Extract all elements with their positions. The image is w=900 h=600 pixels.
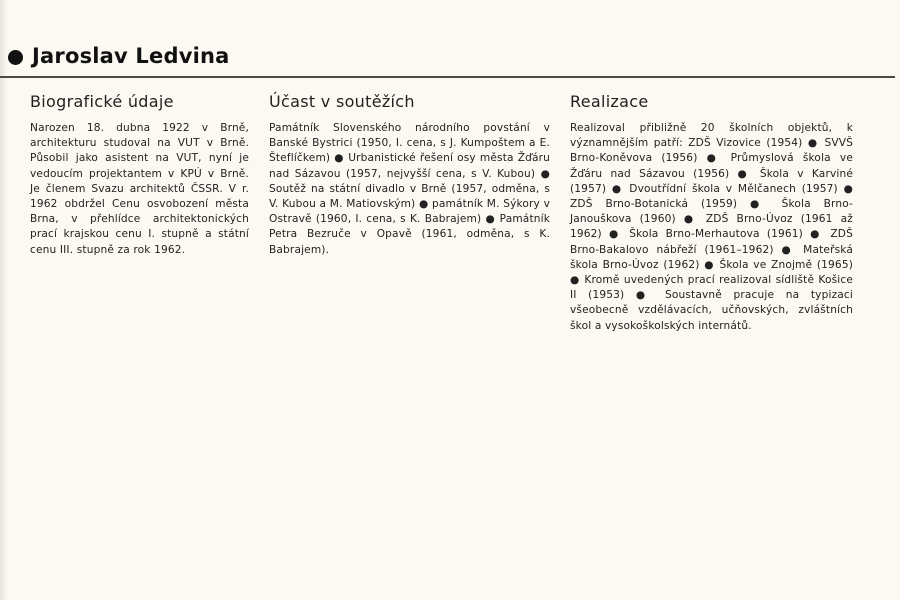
column-competitions <box>269 92 550 258</box>
page-header <box>8 44 230 68</box>
page-title: Jaroslav Ledvina <box>32 44 230 68</box>
section-heading: Biografické údaje <box>30 92 174 111</box>
section-text: Památník Slovenského národního povstání v Banské Bystrici (1950, I. cena, s J. Kumpoštem a E. Šteflíčkem) ● Urbanistické řešení osy města Žďáru nad Sázavou (1957, nejvyšší cena, s V. Kubou) ● Soutěž na státní divadlo v Brně (1957, odměna, s V. Kubou a M. Matiovským) ● památník M. Sýkory v Ostravě (1960, I. cena, s K. Babrajem) ● Památník Petra Bezruče v Opavě (1961, odměna, s K. Babrajem). <box>269 122 550 256</box>
column-biography <box>30 92 249 258</box>
section-text: Realizoval přibližně 20 školních objektů, k významnějším patří: ZDŠ Vizovice (1954) ● SVVŠ Brno-Koněvova (1956) ● Průmyslová škola ve Žďáru nad Sázavou (1956) ● Škola v Karviné (1957) ● Dvoutřídní škola v Mělčanech (1957) ● ZDŠ Brno-Botanická (1959) ● Škola Brno-Janouškova (1960) ● ZDŠ Brno-Úvoz (1961 až 1962) ● Škola Brno-Merhautova (1961) ● ZDŠ Brno-Bakalovo nábřeží (1961–1962) ● Mateřská škola Brno-Úvoz (1962) ● Škola ve Znojmě (1965) ● Kromě uvedených prací realizoval sídliště Košice II (1953) ● Soustavně pracuje na typizaci všeobecně vzdělávacích, učňovských, zvláštních škol a vysokoškolských internátů. <box>570 122 853 332</box>
section-heading: Účast v soutěžích <box>269 92 415 111</box>
bullet-icon <box>8 50 23 65</box>
header-divider <box>0 76 895 78</box>
section-text: Narozen 18. dubna 1922 v Brně, architekturu studoval na VUT v Brně. Působil jako asistent na VUT, nyní je vedoucím projektantem v KPÚ v Brně. Je členem Svazu architektů ČSSR. V r. 1962 obdržel Cenu osvobození města Brna, v přehlídce architektonických prací krajskou cenu I. stupně a státní cenu III. stupně za rok 1962. <box>30 122 249 256</box>
column-realizations <box>570 92 853 334</box>
page-edge-shadow <box>0 0 6 600</box>
section-heading: Realizace <box>570 92 649 111</box>
